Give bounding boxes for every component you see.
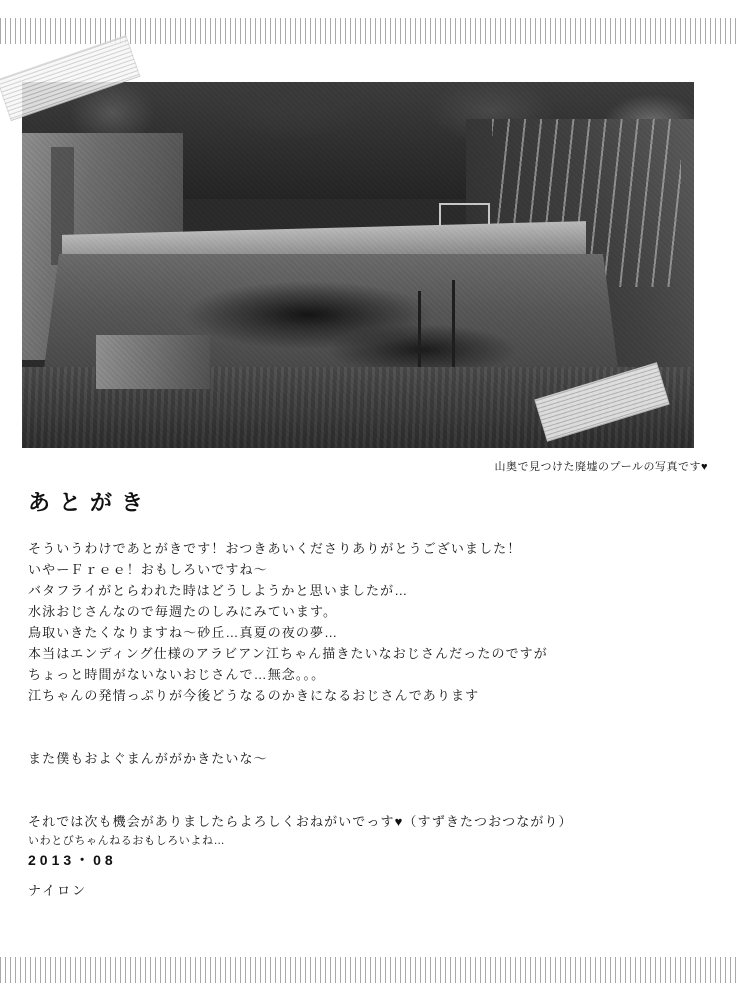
body-line: そういうわけであとがきです！おつきあいくださりありがとうございました！ [28, 541, 522, 556]
author-name: ナイロン [28, 883, 88, 898]
paragraph-spacer [28, 727, 688, 748]
body-line: 本当はエンディング仕様のアラビアン江ちゃん描きたいなおじさんだったのですが [28, 646, 548, 661]
photo-caption: 山奥で見つけた廃墟のプールの写真です♥ [494, 461, 708, 473]
paragraph-spacer [28, 790, 688, 811]
afterword-body [28, 538, 688, 850]
page-title: あとがき [28, 490, 153, 515]
paragraph-spacer [28, 769, 688, 790]
paragraph-spacer [28, 706, 688, 727]
signature-block [28, 850, 117, 899]
body-line-second-paragraph: また僕もおよぐまんががかきたいな〜 [28, 751, 268, 766]
closing-line: それでは次も機会がありましたらよろしくおねがいでっす♥（すずきたつおつながり） [28, 814, 573, 829]
body-line: 江ちゃんの発情っぷりが今後どうなるのかきになるおじさんであります [28, 688, 480, 703]
body-line: 鳥取いきたくなりますね〜砂丘…真夏の夜の夢… [28, 625, 339, 640]
body-line: ちょっと時間がないないおじさんで…無念。。。 [28, 667, 326, 682]
body-line: いやーＦｒｅｅ！おもしろいですね〜 [28, 562, 268, 577]
body-line: 水泳おじさんなので毎週たのしみにみています。 [28, 604, 338, 619]
closing-note: いわとびちゃんねるおもしろいよね… [28, 835, 226, 847]
decorative-stripe-bottom [0, 957, 736, 983]
publication-date: 2013・08 [28, 852, 117, 868]
body-line: バタフライがとらわれた時はどうしようかと思いましたが… [28, 583, 409, 598]
